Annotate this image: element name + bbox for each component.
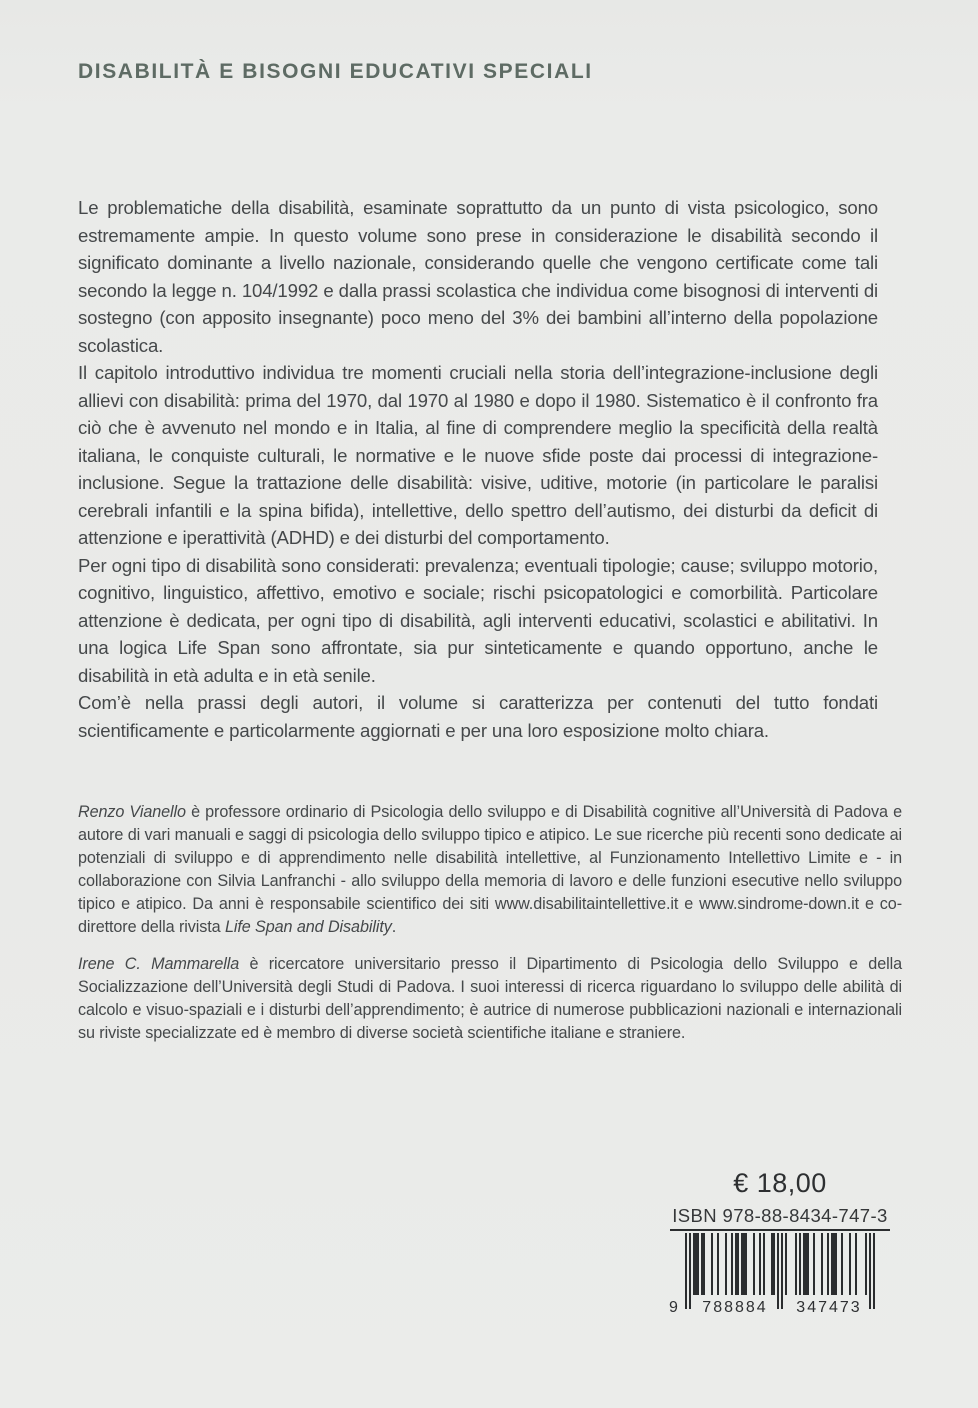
price: € 18,00	[733, 1168, 827, 1198]
ean-barcode	[669, 1233, 875, 1325]
isbn-number: ISBN 978-88-8434-747-3	[670, 1205, 890, 1231]
barcode-digits-group1: 788884	[702, 1299, 768, 1316]
author-bio-mammarella	[78, 953, 902, 1045]
author-name: Irene C. Mammarella	[78, 955, 240, 973]
synopsis-paragraph: Il capitolo introduttivo individua tre momenti cruciali nella storia dell’integrazione-inclusione degli allievi con disabilità: prima del 1970, dal 1970 al 1980 e dopo il 1980. Sistematico è il confronto fra ciò che è avvenuto nel mondo e in Italia, al fine di comprendere meglio la specificità della realtà italiana, le conquiste culturali, le normative e le nuove sfide poste dai processi di integrazione-inclusione. Segue la trattazione delle disabilità: visive, uditive, motorie (in particolare le paralisi cerebrali infantili e la spina bifida), intellettive, dello spettro dell’autismo, dei disturbi da deficit di attenzione e iperattività (ADHD) e dei disturbi del comportamento.	[78, 362, 878, 548]
barcode-digits-group2: 347473	[796, 1299, 862, 1316]
author-bio-vianello	[78, 801, 902, 939]
synopsis	[78, 194, 878, 744]
author-bio-text: è ricercatore universitario presso il Dipartimento di Psicologia dello Sviluppo e della Socializzazione dell’Università degli Studi di Padova. I suoi interessi di ricerca riguardano lo sviluppo delle abilità di calcolo e visuo-spaziali e i disturbi dell’apprendimento; è autrice di numerose pubblicazioni nazionali e internazionali su riviste specializzate ed è membro di diverse società scientifiche italiane e straniere.	[78, 955, 902, 1042]
synopsis-paragraph: Per ogni tipo di disabilità sono considerati: prevalenza; eventuali tipologie; cause; sviluppo motorio, cognitivo, linguistico, affettivo, emotivo e sociale; rischi psicopatologici e comorbilità. Particolare attenzione è dedicata, per ogni tipo di disabilità, agli interventi educativi, scolastici e abilitativi. In una logica Life Span sono affrontate, sia pur sinteticamente e quando opportuno, anche le disabilità in età adulta e in età senile.	[78, 554, 878, 686]
author-name: Renzo Vianello	[78, 803, 186, 821]
author-bios	[78, 801, 902, 1059]
author-bio-text: è professore ordinario di Psicologia dello sviluppo e di Disabilità cognitive all’Università di Padova e autore di vari manuali e saggi di psicologia dello sviluppo tipico e atipico. Le sue ricerche più recenti sono dedicate ai potenziali di sviluppo e di apprendimento nelle disabilità intellettive, al Funzionamento Intellettivo Limite e - in collaborazione con Silvia Lanfranchi - allo sviluppo della memoria di lavoro e delle funzioni esecutive nello sviluppo tipico e atipico. Da anni è responsabile scientifico dei siti www.disabilitaintellettive.it e www.sindrome-down.it e co-direttore della rivista	[78, 803, 902, 936]
series-title: DISABILITÀ E BISOGNI EDUCATIVI SPECIALI	[78, 60, 593, 83]
journal-title: Life Span and Disability	[224, 918, 392, 936]
barcode-digit-left: 9	[669, 1299, 678, 1316]
synopsis-paragraph: Le problematiche della disabilità, esaminate soprattutto da un punto di vista psicologico, sono estremamente ampie. In questo volume sono prese in considerazione le disabilità secondo il significato dominante a livello nazionale, considerando quelle che vengono certificate come tali secondo la legge n. 104/1992 e dalla prassi scolastica che individua come bisognosi di interventi di sostegno (con apposito insegnante) poco meno del 3% dei bambini all’interno della popolazione scolastica.	[78, 197, 878, 356]
price-isbn-block	[658, 1168, 902, 1325]
author-bio-suffix: .	[391, 918, 397, 936]
synopsis-paragraph: Com’è nella prassi degli autori, il volume si caratterizza per contenuti del tutto fondati scientificamente e particolarmente aggiornati e per una loro esposizione molto chiara.	[78, 692, 878, 741]
